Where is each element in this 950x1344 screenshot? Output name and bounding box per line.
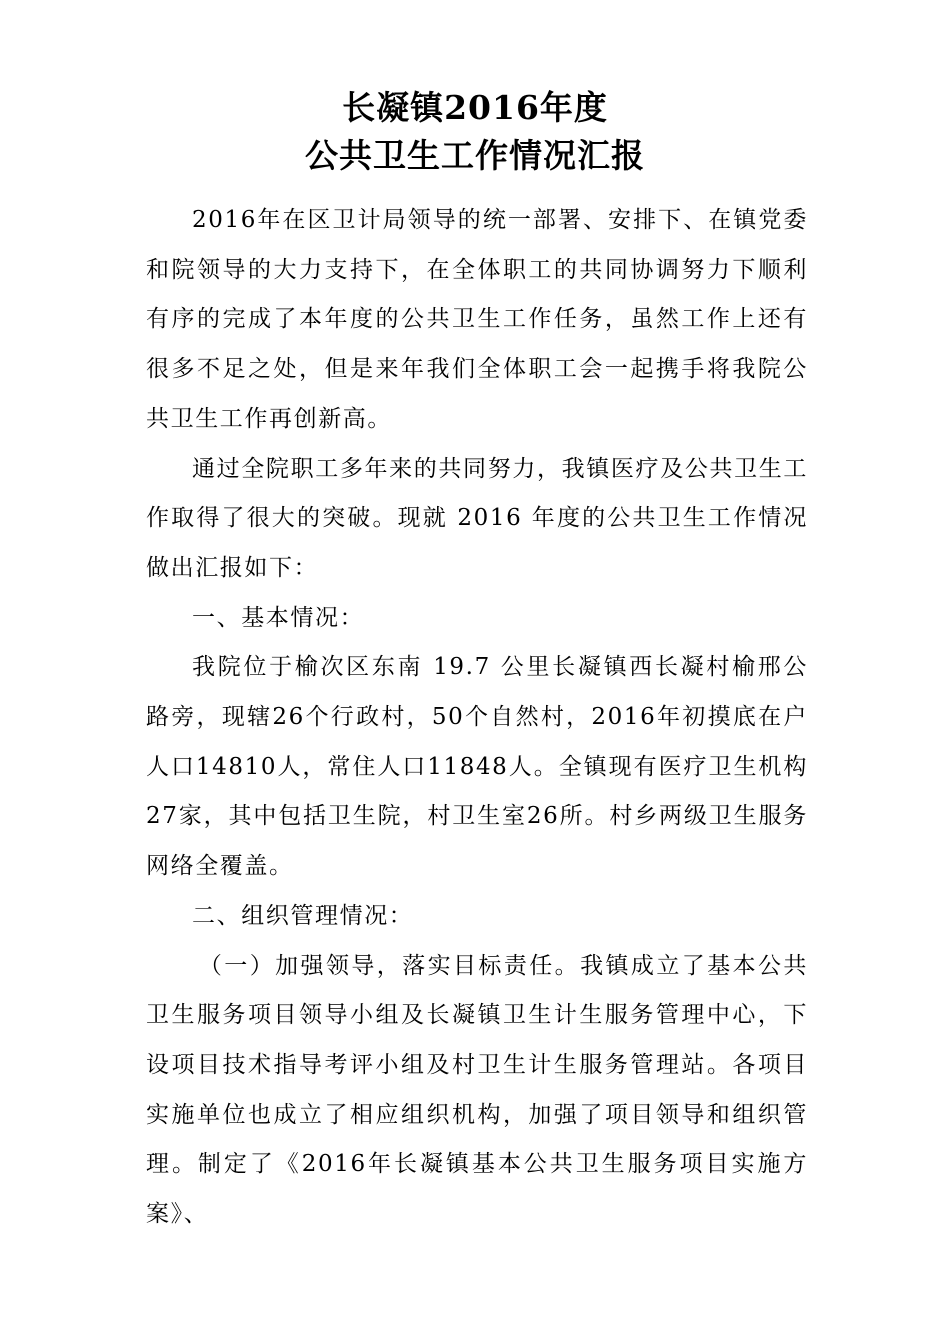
paragraph-overview: 通过全院职工多年来的共同努力，我镇医疗及公共卫生工作取得了很大的突破。现就 2016 年度的公共卫生工作情况做出汇报如下： [146, 455, 808, 581]
title-line-2: 公共卫生工作情况汇报 [305, 136, 645, 175]
section-heading-organization: 二、组织管理情况： [192, 902, 414, 929]
paragraph-organization: （一）加强领导，落实目标责任。我镇成立了基本公共卫生服务项目领导小组及长凝镇卫生计生服务管理中心，下设项目技术指导考评小组及村卫生计生服务管理站。各项目实施单位也成立了相应组织机构，加强了项目领导和组织管理。制定了《2016年长凝镇基本公共卫生服务项目实施方案》、 [146, 952, 808, 1228]
paragraph-basic-info: 我院位于榆次区东南 19.7 公里长凝镇西长凝村榆邢公路旁，现辖26个行政村，50个自然村，2016年初摸底在户人口14810人，常住人口11848人。全镇现有医疗卫生机构27家，其中包括卫生院，村卫生室26所。村乡两级卫生服务网络全覆盖。 [146, 654, 808, 880]
document-title [0, 84, 950, 180]
document-body [146, 196, 808, 1240]
title-line-1: 长凝镇2016年度 [342, 88, 608, 127]
section-heading-basic-info: 一、基本情况： [192, 604, 365, 631]
paragraph-intro: 2016年在区卫计局领导的统一部署、安排下、在镇党委和院领导的大力支持下，在全体职工的共同协调努力下顺利有序的完成了本年度的公共卫生工作任务，虽然工作上还有很多不足之处，但是来年我们全体职工会一起携手将我院公共卫生工作再创新高。 [146, 207, 808, 432]
